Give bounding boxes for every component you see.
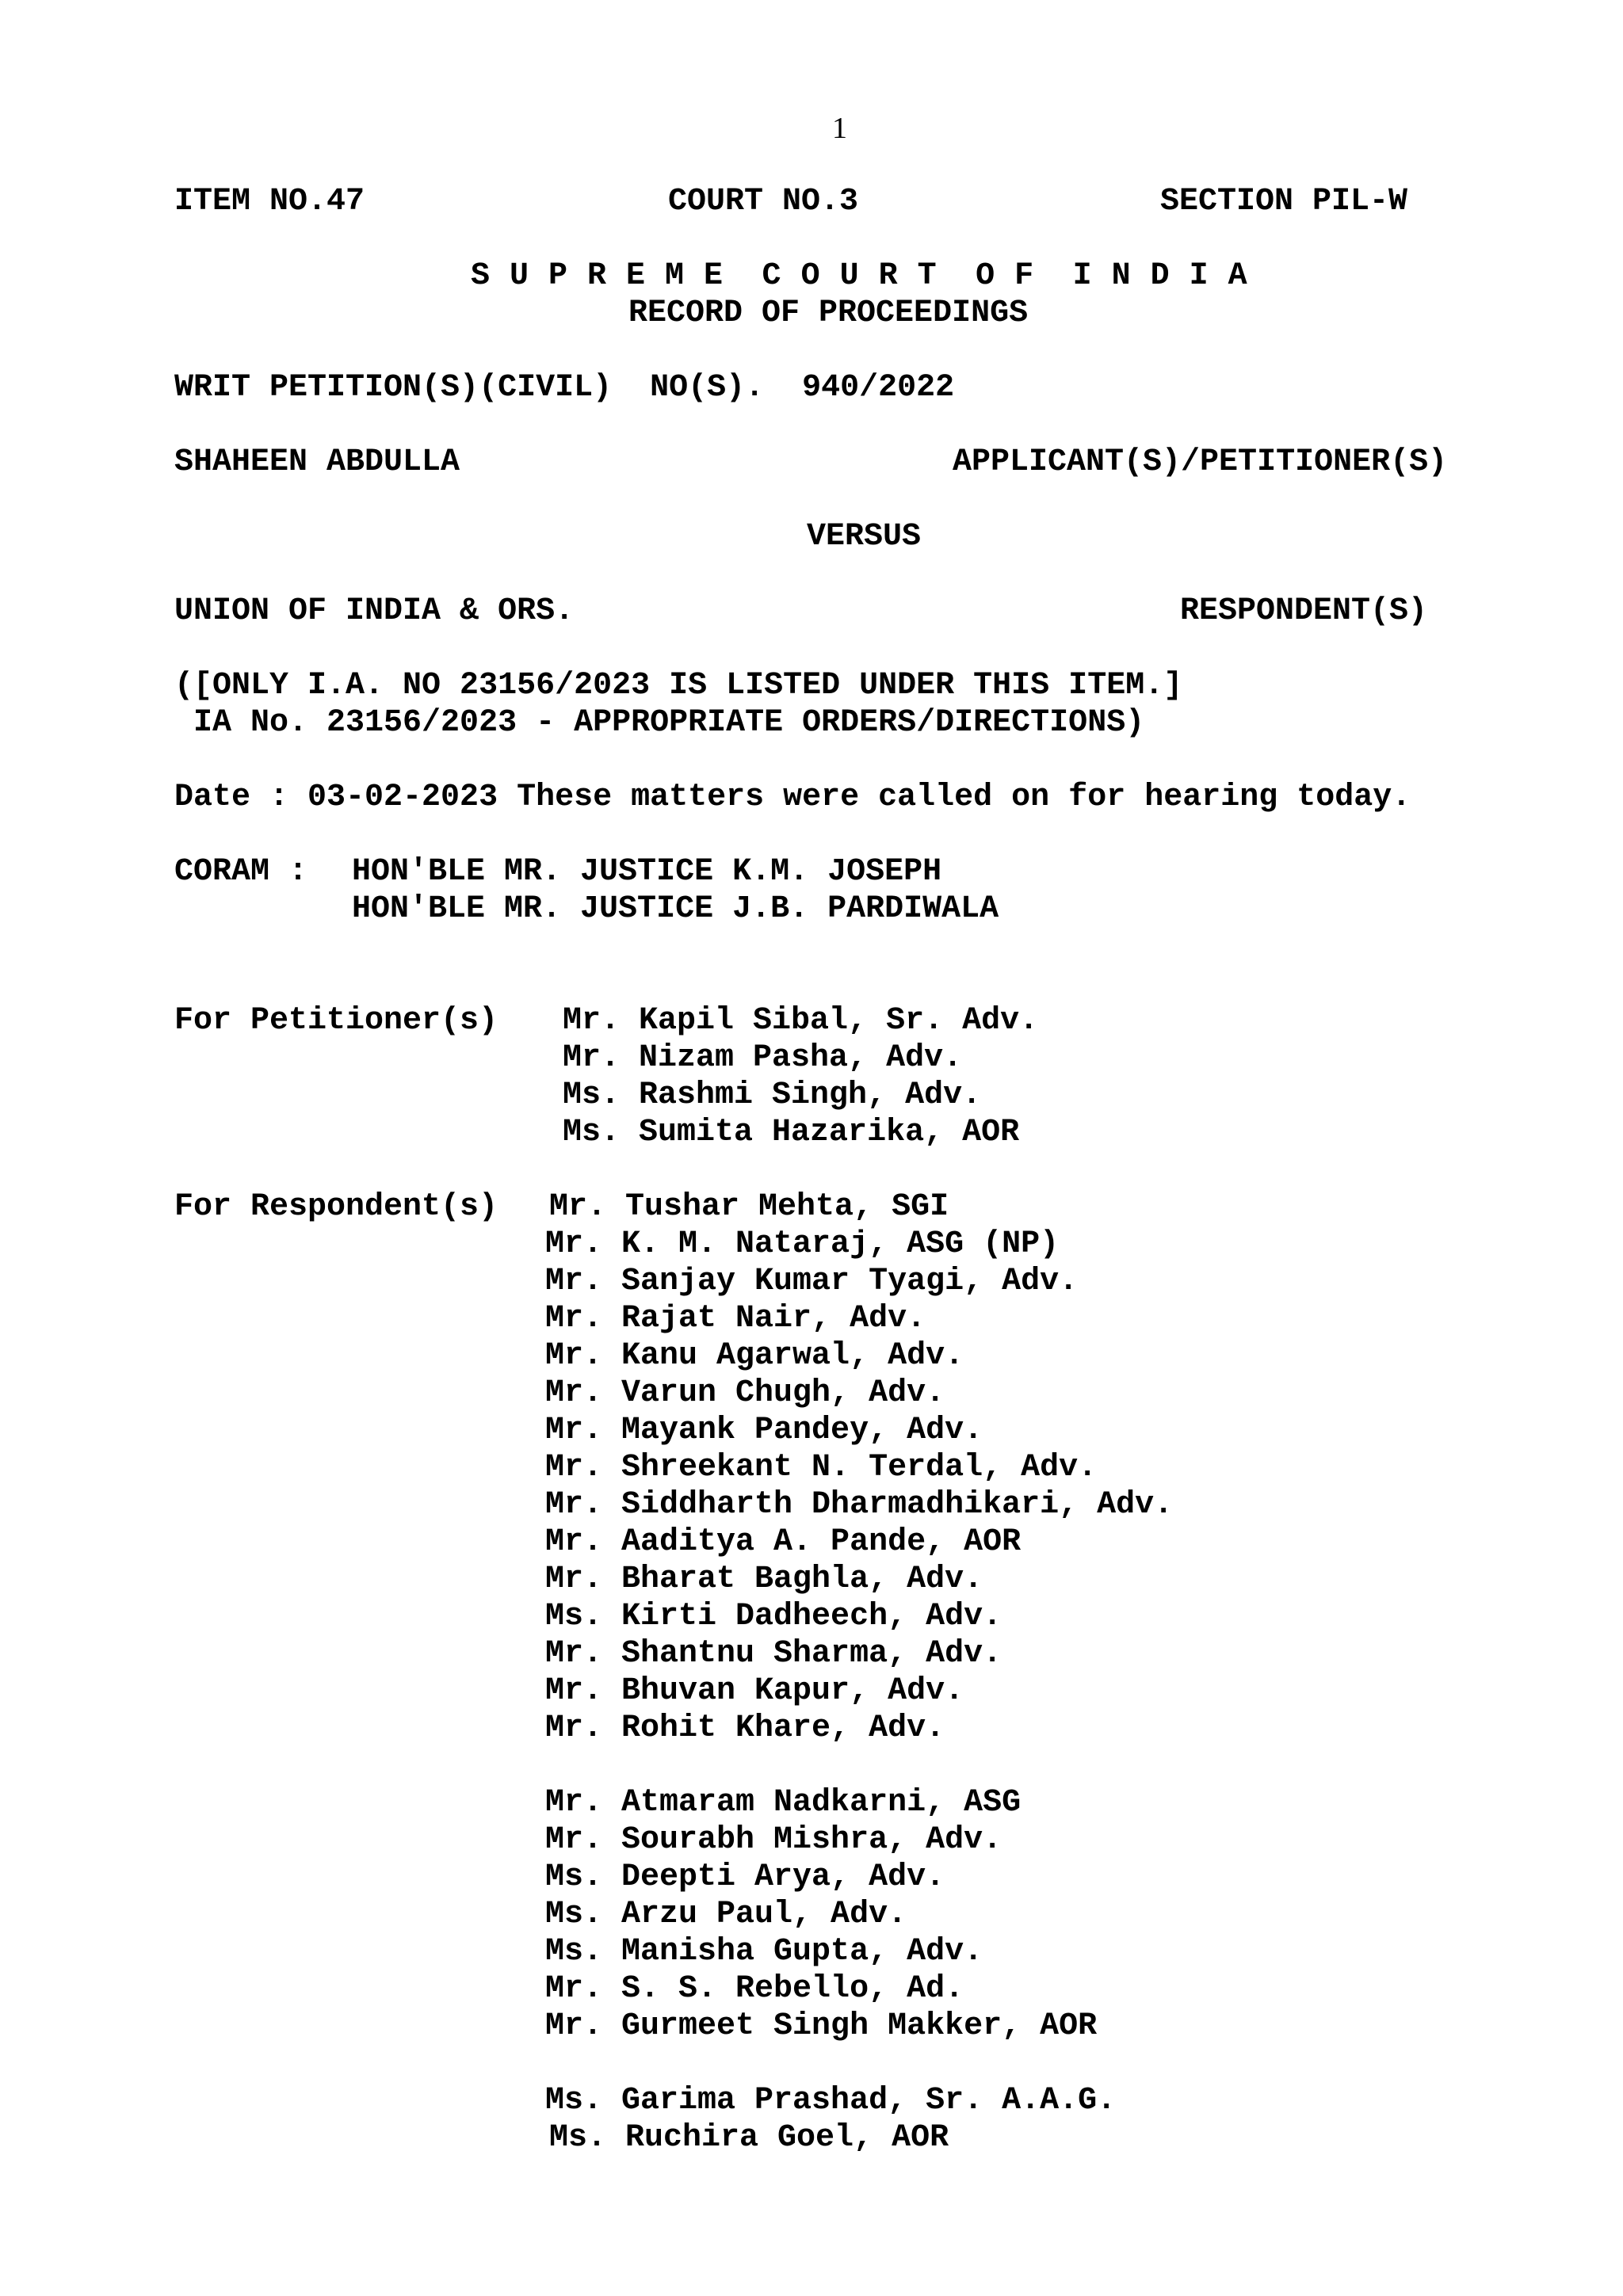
counsel-name: Ms. Garima Prashad, Sr. A.A.G. bbox=[545, 2083, 1117, 2119]
counsel-name: Mr. Nizam Pasha, Adv. bbox=[563, 1040, 963, 1076]
respondent-counsel-list-1 bbox=[545, 1188, 1173, 1747]
listing-line-1: ([ONLY I.A. NO 23156/2023 IS LISTED UNDER THIS ITEM.] bbox=[174, 668, 1183, 704]
judge-name: HON'BLE MR. JUSTICE K.M. JOSEPH bbox=[352, 854, 942, 890]
counsel-name: Mr. Bhuvan Kapur, Adv. bbox=[545, 1673, 964, 1709]
counsel-name: Mr. Siddharth Dharmadhikari, Adv. bbox=[545, 1487, 1174, 1523]
petitioner-counsel-list bbox=[563, 1002, 1038, 1151]
coram-label: CORAM : bbox=[174, 854, 308, 890]
counsel-name: Mr. Varun Chugh, Adv. bbox=[545, 1375, 945, 1411]
counsel-name: Ms. Manisha Gupta, Adv. bbox=[545, 1934, 983, 1970]
court-name-title: S U P R E M E C O U R T O F I N D I A bbox=[471, 258, 1248, 294]
counsel-name: Mr. Shreekant N. Terdal, Adv. bbox=[545, 1450, 1098, 1486]
record-subtitle: RECORD OF PROCEEDINGS bbox=[628, 296, 1029, 331]
counsel-name: Mr. Shantnu Sharma, Adv. bbox=[545, 1636, 1002, 1672]
counsel-name: Mr. Mayank Pandey, Adv. bbox=[545, 1413, 983, 1448]
counsel-name: Mr. Bharat Baghla, Adv. bbox=[545, 1562, 983, 1597]
counsel-name: Mr. Gurmeet Singh Makker, AOR bbox=[545, 2008, 1098, 2044]
counsel-name: Mr. S. S. Rebello, Ad. bbox=[545, 1971, 964, 2007]
respondent-counsel-list-3 bbox=[545, 2082, 1116, 2157]
page-number: 1 bbox=[832, 112, 847, 145]
counsel-name: Mr. Kanu Agarwal, Adv. bbox=[545, 1338, 964, 1374]
coram-judges bbox=[352, 853, 999, 928]
petitioner-counsel-label: For Petitioner(s) bbox=[174, 1003, 498, 1039]
item-number: ITEM NO.47 bbox=[174, 184, 365, 219]
counsel-name: Mr. Sourabh Mishra, Adv. bbox=[545, 1822, 1002, 1858]
listing-line-2: IA No. 23156/2023 - APPROPRIATE ORDERS/DIRECTIONS) bbox=[174, 705, 1145, 741]
counsel-name: Mr. Tushar Mehta, SGI bbox=[549, 1189, 949, 1225]
respondent-counsel-label: For Respondent(s) bbox=[174, 1189, 498, 1225]
case-number: WRIT PETITION(S)(CIVIL) NO(S). 940/2022 bbox=[174, 370, 955, 406]
counsel-name: Ms. Deepti Arya, Adv. bbox=[545, 1859, 945, 1895]
versus-label: VERSUS bbox=[807, 519, 922, 555]
counsel-name: Mr. Kapil Sibal, Sr. Adv. bbox=[563, 1003, 1039, 1039]
counsel-name: Ms. Rashmi Singh, Adv. bbox=[563, 1077, 982, 1113]
counsel-name: Ms. Arzu Paul, Adv. bbox=[545, 1897, 907, 1932]
counsel-name: Ms. Kirti Dadheech, Adv. bbox=[545, 1599, 1002, 1634]
petitioner-role: APPLICANT(S)/PETITIONER(S) bbox=[953, 444, 1448, 480]
counsel-name: Ms. Sumita Hazarika, AOR bbox=[563, 1115, 1020, 1150]
hearing-date-line: Date : 03-02-2023 These matters were called on for hearing today. bbox=[174, 780, 1411, 815]
counsel-name: Mr. Rajat Nair, Adv. bbox=[545, 1301, 926, 1337]
counsel-name: Mr. Rohit Khare, Adv. bbox=[545, 1711, 945, 1746]
respondent-counsel-list-2 bbox=[545, 1784, 1097, 2045]
court-number: COURT NO.3 bbox=[668, 184, 859, 219]
petitioner-name: SHAHEEN ABDULLA bbox=[174, 444, 460, 480]
respondent-role: RESPONDENT(S) bbox=[1180, 593, 1428, 629]
respondent-name: UNION OF INDIA & ORS. bbox=[174, 593, 575, 629]
judge-name: HON'BLE MR. JUSTICE J.B. PARDIWALA bbox=[352, 891, 999, 927]
counsel-name: Ms. Ruchira Goel, AOR bbox=[549, 2120, 949, 2156]
counsel-name: Mr. K. M. Nataraj, ASG (NP) bbox=[545, 1226, 1060, 1262]
counsel-name: Mr. Sanjay Kumar Tyagi, Adv. bbox=[545, 1264, 1079, 1299]
counsel-name: Mr. Atmaram Nadkarni, ASG bbox=[545, 1785, 1022, 1821]
section-label: SECTION PIL-W bbox=[1160, 184, 1408, 219]
counsel-name: Mr. Aaditya A. Pande, AOR bbox=[545, 1524, 1022, 1560]
